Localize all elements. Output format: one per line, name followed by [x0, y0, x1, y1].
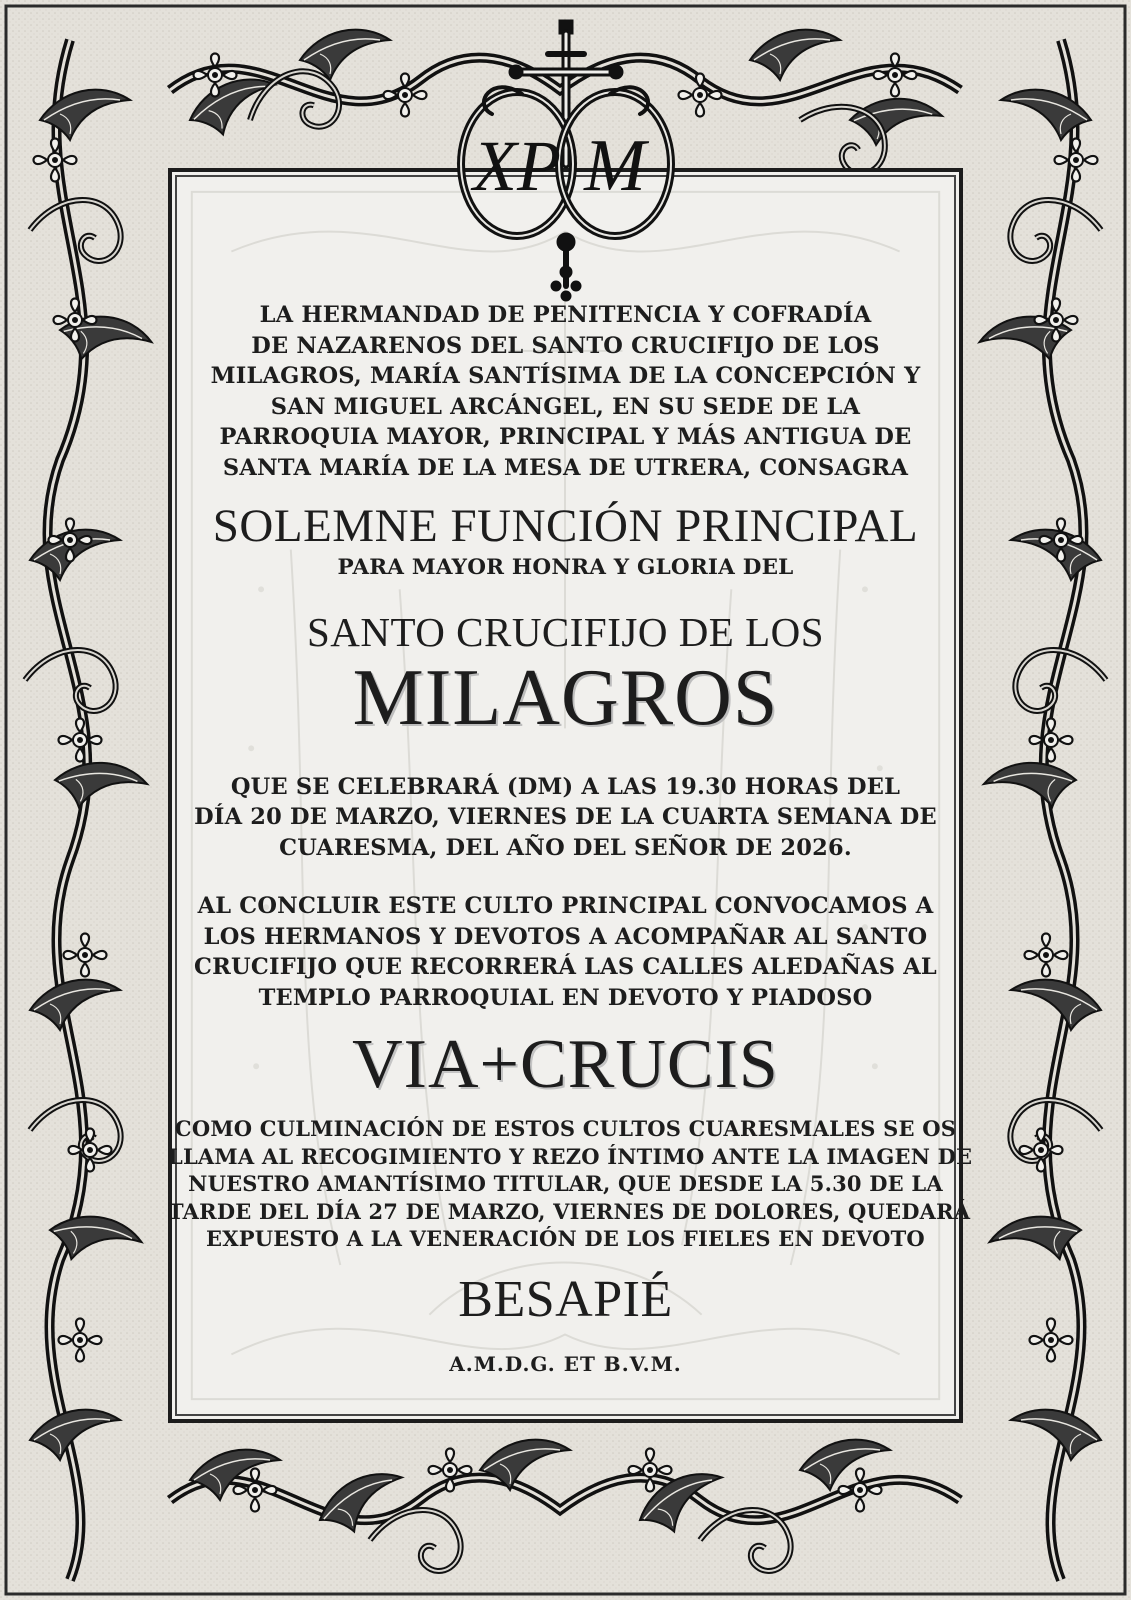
monogram-marian: M	[584, 125, 646, 207]
heading-besapie: BESAPIÉ	[458, 1270, 673, 1328]
intro-line: PARROQUIA MAYOR, PRINCIPAL Y MÁS ANTIGUA DE	[219, 424, 912, 450]
procession-line: CRUCIFIJO QUE RECORRERÁ LAS CALLES ALEDAÑAS AL	[194, 954, 937, 980]
confraternity-emblem-icon	[452, 14, 680, 304]
besapie-line: TARDE DEL DÍA 27 DE MARZO, VIERNES DE DOLORES, QUEDARÁ	[168, 1198, 971, 1224]
intro-line: SANTA MARÍA DE LA MESA DE UTRERA, CONSAGRA	[222, 454, 909, 481]
intro-line: SAN MIGUEL ARCÁNGEL, EN SU SEDE DE LA	[270, 393, 861, 420]
celebration-line: DÍA 20 DE MARZO, VIERNES DE LA CUARTA SEMANA DE	[194, 804, 937, 830]
heading-via-crucis: VIA+CRUCIS	[352, 1026, 779, 1103]
besapie-line: LLAMA AL RECOGIMIENTO Y REZO ÍNTIMO ANTE LA IMAGEN DE	[168, 1143, 973, 1169]
intro-line: DE NAZARENOS DEL SANTO CRUCIFIJO DE LOS	[251, 332, 880, 359]
procession-line: AL CONCLUIR ESTE CULTO PRINCIPAL CONVOCAMOS A	[197, 893, 934, 919]
intro-paragraph	[168, 300, 963, 483]
besapie-line: EXPUESTO A LA VENERACIÓN DE LOS FIELES EN DEVOTO	[206, 1226, 925, 1251]
procession-paragraph	[168, 891, 963, 1013]
celebration-line: CUARESMA, DEL AÑO DEL SEÑOR DE 2026.	[279, 834, 852, 861]
subheading-honor: PARA MAYOR HONRA Y GLORIA DEL	[337, 555, 794, 580]
announcement-text	[168, 300, 973, 1379]
procession-line: LOS HERMANOS Y DEVOTOS A ACOMPAÑAR AL SANTO	[203, 923, 928, 950]
besapie-line: COMO CULMINACIÓN DE ESTOS CULTOS CUARESMALES SE OS	[174, 1116, 957, 1141]
intro-line: LA HERMANDAD DE PENITENCIA Y COFRADÍA	[259, 302, 872, 328]
heading-titular-line2: MILAGROS	[352, 653, 779, 742]
monogram-chi-rho: XP	[473, 126, 561, 206]
procession-line: TEMPLO PARROQUIAL EN DEVOTO Y PIADOSO	[258, 984, 873, 1011]
besapie-line: NUESTRO AMANTÍSIMO TITULAR, QUE DESDE LA 5.30 DE LA	[188, 1171, 943, 1196]
celebration-line: QUE SE CELEBRARÁ (DM) A LAS 19.30 HORAS DEL	[230, 773, 901, 800]
heading-function: SOLEMNE FUNCIÓN PRINCIPAL	[212, 500, 919, 552]
heading-titular-line1: SANTO CRUCIFIJO DE LOS	[306, 608, 825, 655]
celebration-paragraph	[168, 772, 963, 864]
footer-motto: A.M.D.G. ET B.V.M.	[449, 1351, 682, 1376]
besapie-paragraph	[168, 1115, 973, 1253]
intro-line: MILAGROS, MARÍA SANTÍSIMA DE LA CONCEPCIÓN Y	[210, 363, 921, 389]
